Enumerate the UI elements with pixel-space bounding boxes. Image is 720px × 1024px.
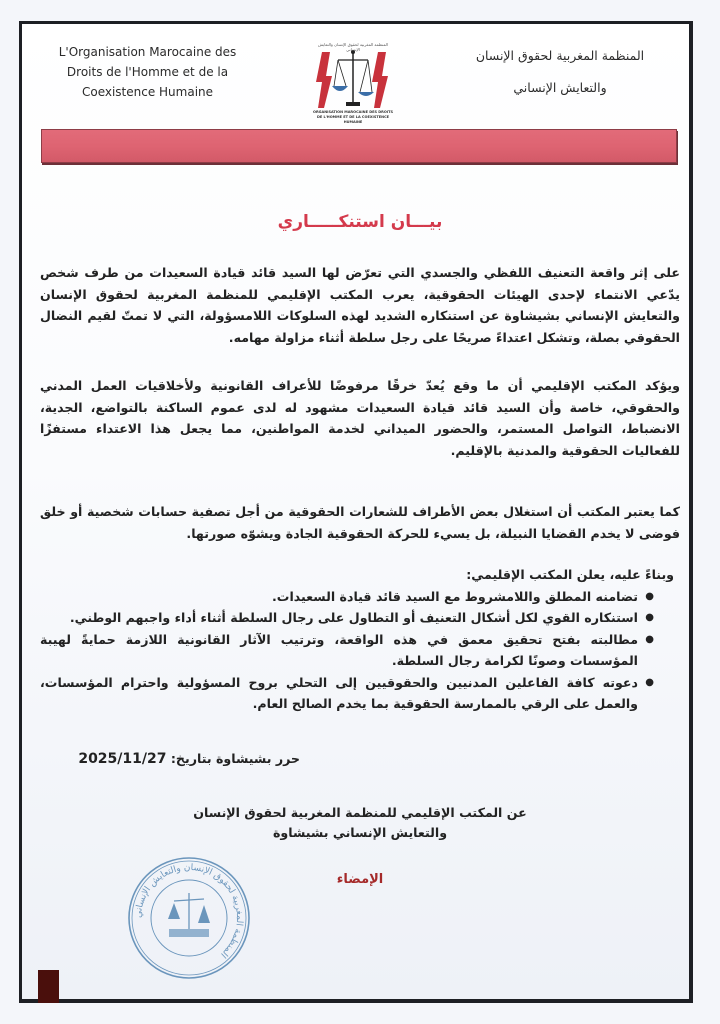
resolutions-list <box>40 586 680 715</box>
signature-label: الإمضاء <box>336 872 384 887</box>
logo-caption-line: ORGANISATION MAROCAINE DES DROITS <box>312 110 394 114</box>
document-title: بيـــان استنكـــــاري <box>277 212 443 232</box>
resolution-item <box>40 586 652 608</box>
office-line: عن المكتب الإقليمي للمنظمة المغربية لحقوق الإنسان <box>193 805 527 820</box>
org-name-arabic <box>455 40 665 104</box>
bullet-icon: ● <box>645 633 654 645</box>
paragraph-exploitation: كما يعتبر المكتب أن استغلال بعض الأطراف للشعارات الحقوقية من أجل تصفية حسابات شخصية أو خلق فوضى لا يخدم القضايا النبيلة، بل يسيء للحركة الحقوقية الجادة ويشوّه صورتها. <box>40 504 680 541</box>
resolution-item <box>40 672 652 715</box>
org-name-french <box>40 42 255 102</box>
resolution-text: تضامنه المطلق واللامشروط مع السيد قائد قيادة السعيدات. <box>272 588 638 604</box>
stamp-scales-icon <box>168 893 210 937</box>
office-signature-block <box>170 803 550 843</box>
resolution-text: دعوته كافة الفاعلين المدنيين والحقوقيين إلى التحلي بروح المسؤولية واحترام المؤسسات، والعمل على الرقي بالممارسة الحقوقية بما يخدم الصالح العام. <box>40 674 638 711</box>
org-name-fr-line: Coexistence Humaine <box>81 85 214 99</box>
resolutions-section <box>40 564 680 715</box>
bullet-icon: ● <box>645 612 654 623</box>
org-name-fr-line: Droits de l'Homme et de la <box>66 65 229 79</box>
resolution-item <box>40 629 652 672</box>
logo-caption <box>308 110 398 125</box>
resolutions-intro: وبناءً عليه، يعلن المكتب الإقليمي: <box>466 567 674 582</box>
logo-right-red-bar <box>372 52 388 108</box>
bullet-icon: ● <box>645 590 654 602</box>
logo-top-text: المنظمة المغربية لحقوق الإنسان والتعايش الإنساني <box>318 42 388 52</box>
office-line: والتعايش الإنساني بشيشاوة <box>272 825 448 840</box>
org-name-ar-line: والتعايش الإنساني <box>513 80 607 95</box>
scales-of-justice-icon <box>308 42 398 112</box>
bullet-icon: ● <box>645 676 654 688</box>
header-red-banner <box>41 129 677 163</box>
official-stamp-icon <box>124 853 254 983</box>
stamp-ring-textpath: المنظمة المغربية لحقوق الإنسان والتعايش الإنساني <box>133 862 245 960</box>
logo-caption-line: DE L'HOMME ET DE LA COEXISTENCE HUMAINE <box>316 115 390 124</box>
paragraph-affirmation: ويؤكد المكتب الإقليمي أن ما وقع يُعدّ خرقًا مرفوضًا للأعراف القانونية ولأخلاقيات العمل المدني والحقوقي، خاصة وأن السيد قائد قيادة السعيدات مشهود له لدى عموم الساكنة بالتواضع، الجدية، الانضباط، التواصل المستمر، والحضور الميداني لخدمة المواطنين، مما يجعل هذا الاعتداء مستفزًا للفعاليات الحقوقية والمدنية بالإقليم. <box>40 378 680 458</box>
resolution-text: استنكاره القوي لكل أشكال التعنيف أو التطاول على رجال السلطة أثناء أداء واجبهم الوطني. <box>69 610 638 625</box>
logo-left-red-bar <box>316 52 332 108</box>
date-label: حرر بشيشاوة بتاريخ: <box>170 751 300 766</box>
resolution-item <box>40 607 652 629</box>
issue-date-line <box>40 751 300 767</box>
date-value: 2025/11/27 <box>78 751 167 767</box>
org-logo <box>308 42 398 124</box>
paragraph-incident: على إثر واقعة التعنيف اللفظي والجسدي التي تعرّض لها السيد قائد قيادة السعيدات من طرف شخص يدّعي الانتماء لإحدى الهيئات الحقوقية، يعرب المكتب الإقليمي للمنظمة المغربية لحقوق الإنسان والتعايش الإنساني بشيشاوة عن استنكاره الشديد لهذه السلوكات اللامسؤولة، التي لا تمتّ لقيم النضال الحقوقي بصلة، وتشكل اعتداءً صريحًا على رجل سلطة أثناء مزاولة مهامه. <box>40 265 680 345</box>
resolution-text: مطالبته بفتح تحقيق معمق في هذه الواقعة، وترتيب الآثار القانونية اللازمة حمايةً لهيبة المؤسسات وصونًا لكرامة رجال السلطة. <box>40 631 638 668</box>
org-name-ar-line: المنظمة المغربية لحقوق الإنسان <box>475 48 645 63</box>
corner-mark <box>38 970 59 1003</box>
org-name-fr-line: L'Organisation Marocaine des <box>58 45 237 59</box>
